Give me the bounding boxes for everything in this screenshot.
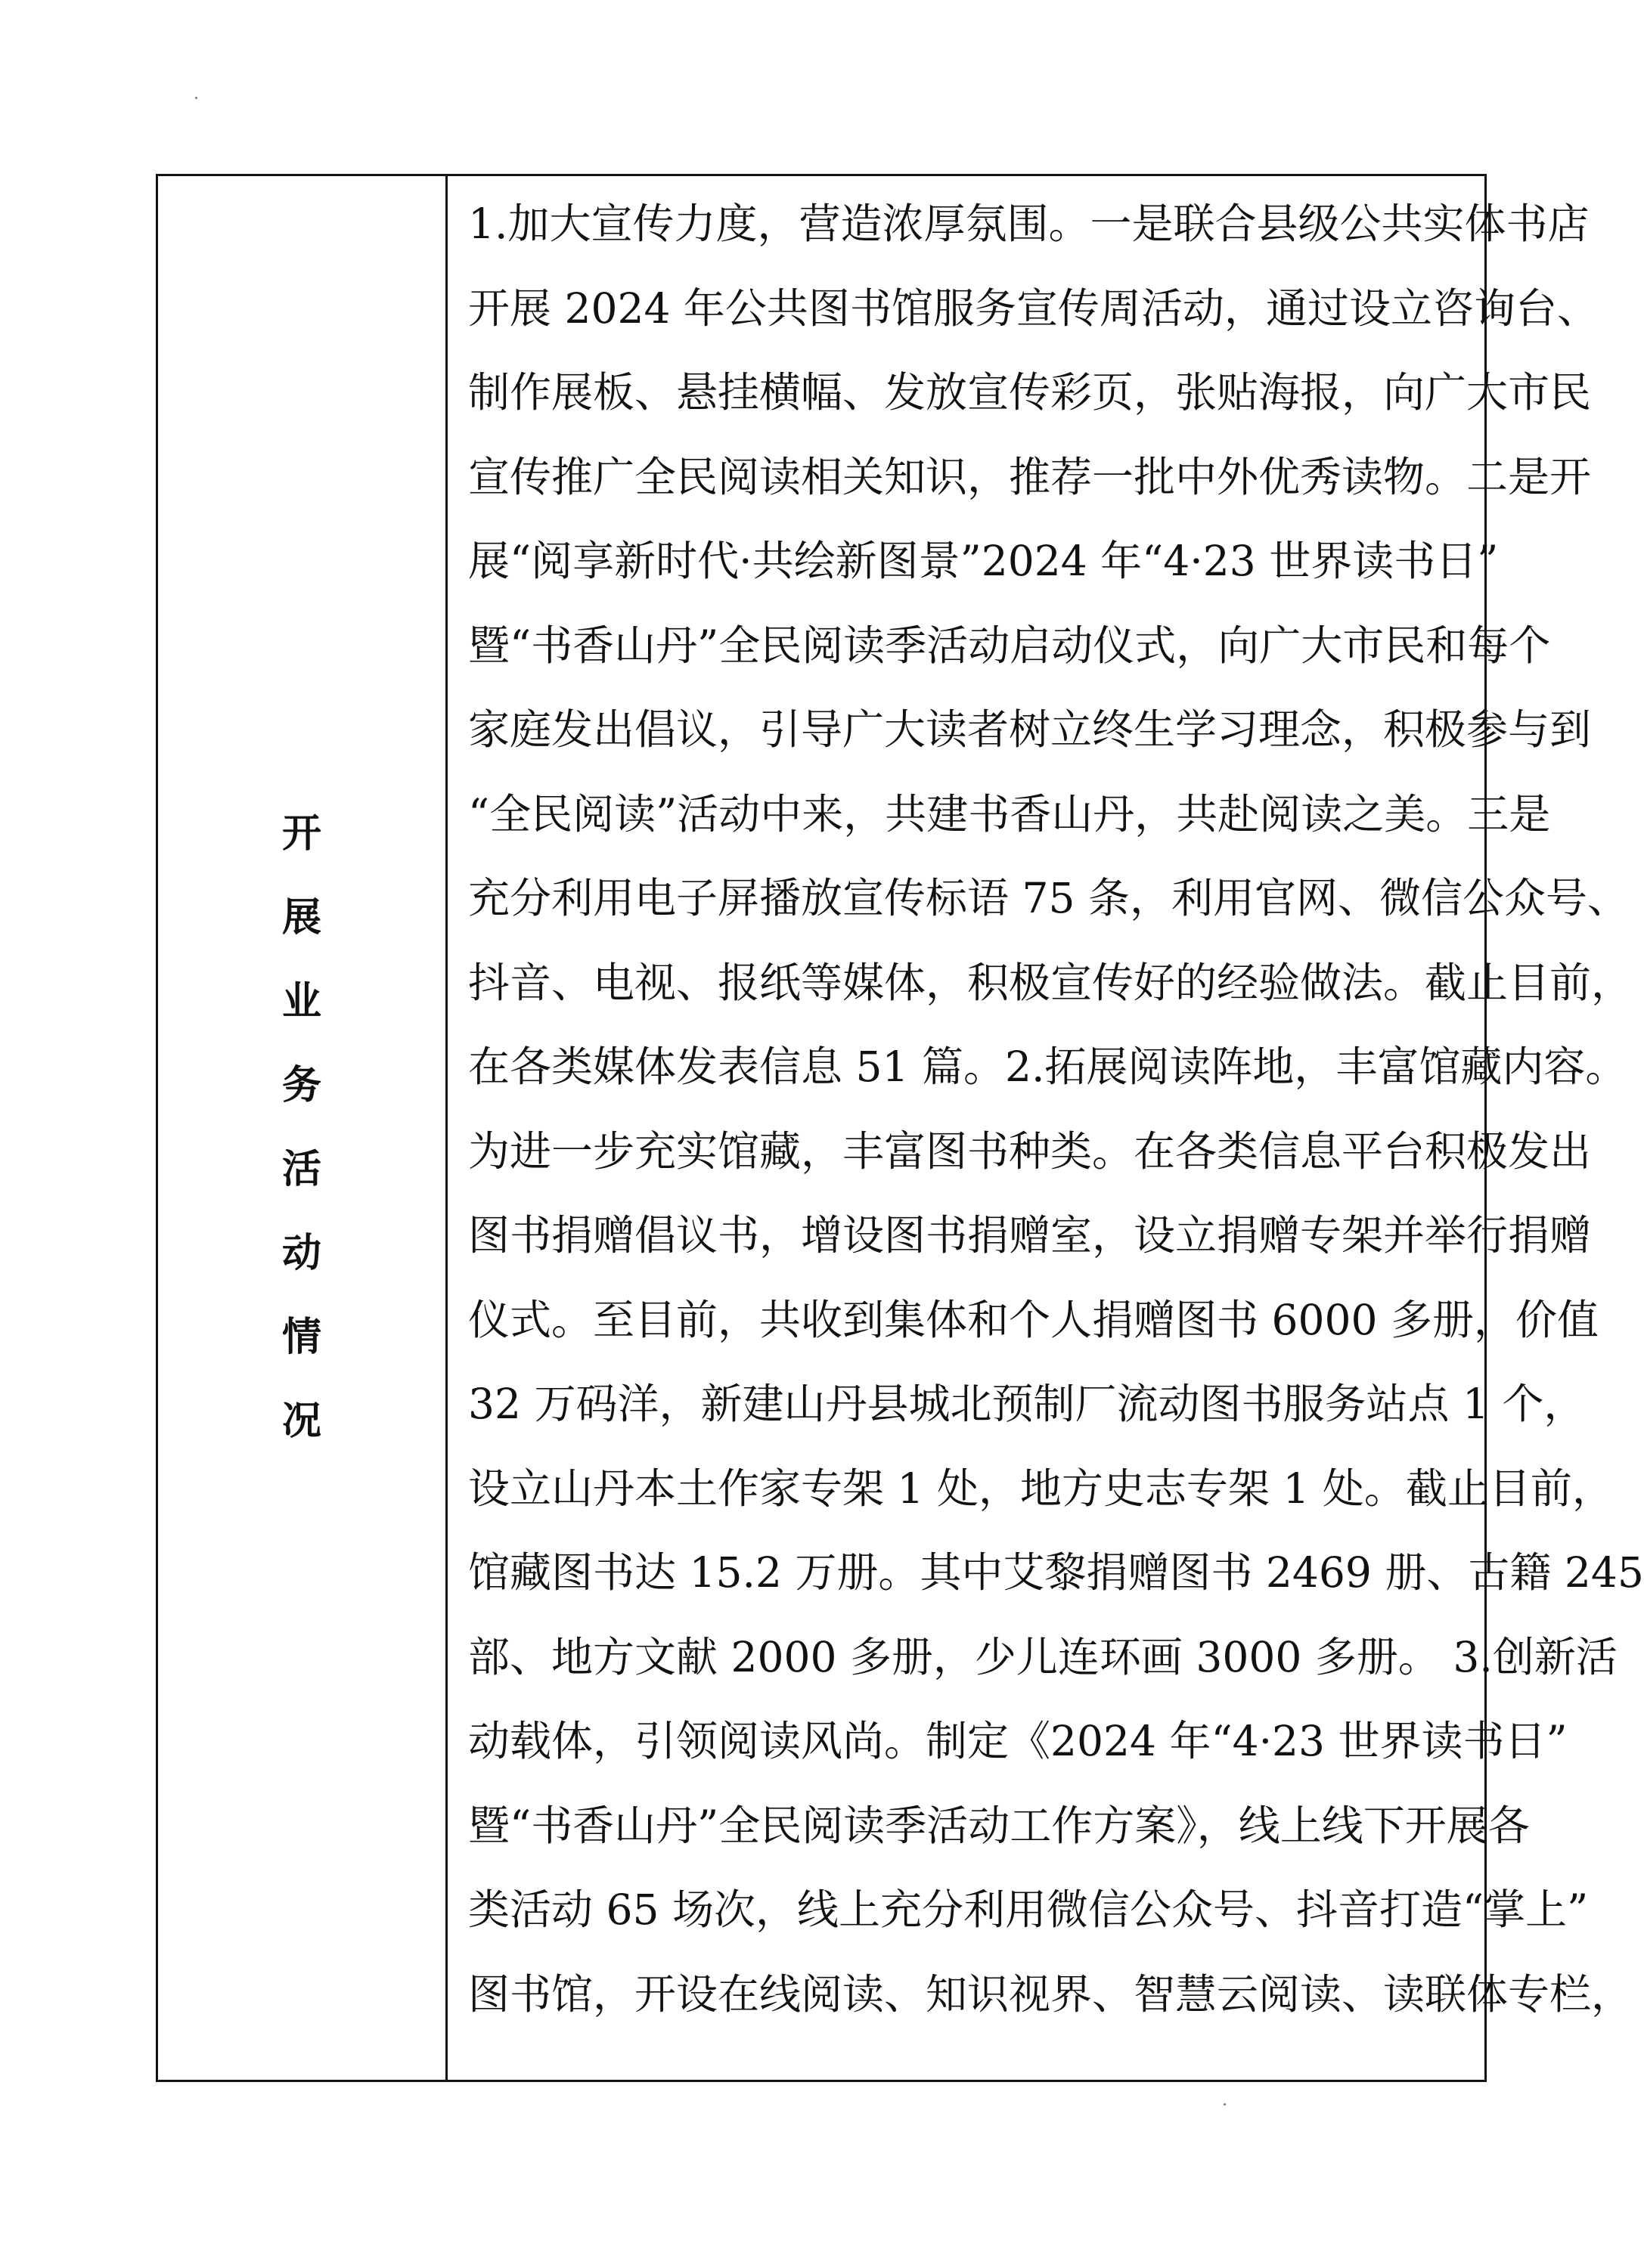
content-line: 32 万码洋，新建山丹县城北预制厂流动图书服务站点 1 个， bbox=[468, 1380, 1586, 1428]
label-char: 业 bbox=[281, 979, 321, 1024]
scan-speck bbox=[1224, 2103, 1226, 2105]
label-char: 情 bbox=[281, 1315, 321, 1360]
label-char: 开 bbox=[281, 811, 321, 857]
content-line: 图书馆，开设在线阅读、知识视界、智慧云阅读、读联体专栏， bbox=[468, 1969, 1633, 2019]
content-line: 为进一步充实馆藏，丰富图书种类。在各类信息平台积极发出 bbox=[468, 1126, 1592, 1176]
row-label bbox=[158, 792, 445, 1464]
label-char: 况 bbox=[281, 1399, 321, 1444]
content-line: 制作展板、悬挂横幅、发放宣传彩页，张贴海报，向广大市民 bbox=[468, 368, 1592, 417]
form-table bbox=[156, 174, 1644, 2082]
content-line: 在各类媒体发表信息 51 篇。2.拓展阅读阵地，丰富馆藏内容。 bbox=[468, 1043, 1627, 1091]
label-char: 展 bbox=[281, 895, 321, 940]
column-divider bbox=[445, 176, 448, 2080]
content-line: 动载体，引领阅读风尚。制定《2024 年“4·23 世界读书日” bbox=[468, 1717, 1568, 1765]
content-line: 馆藏图书达 15.2 万册。其中艾黎捐赠图书 2469 册、古籍 245 bbox=[468, 1548, 1644, 1597]
label-char: 活 bbox=[281, 1147, 321, 1192]
content-cell bbox=[468, 182, 1644, 2037]
label-char: 务 bbox=[281, 1063, 321, 1108]
content-line: 暨“书香山丹”全民阅读季活动工作方案》，线上线下开展各 bbox=[468, 1801, 1530, 1850]
content-line: 仪式。至目前，共收到集体和个人捐赠图书 6000 多册，价值 bbox=[468, 1295, 1599, 1344]
content-line: 部、地方文献 2000 多册，少儿连环画 3000 多册。 3.创新活 bbox=[468, 1632, 1618, 1681]
content-line: 宣传推广全民阅读相关知识，推荐一批中外优秀读物。二是开 bbox=[468, 452, 1592, 501]
content-line: 充分利用电子屏播放宣传标语 75 条，利用官网、微信公众号、 bbox=[468, 874, 1629, 922]
content-line: 图书捐赠倡议书，增设图书捐赠室，设立捐赠专架并举行捐赠 bbox=[468, 1211, 1592, 1259]
content-line: 开展 2024 年公共图书馆服务宣传周活动，通过设立咨询台、 bbox=[468, 284, 1599, 333]
content-line: 类活动 65 场次，线上充分利用微信公众号、抖音打造“掌上” bbox=[468, 1885, 1589, 1934]
content-line: 1.加大宣传力度，营造浓厚氛围。一是联合县级公共实体书店 bbox=[468, 200, 1590, 248]
content-line: 展“阅享新时代·共绘新图景”2024 年“4·23 世界读书日” bbox=[468, 537, 1499, 585]
content-line: 暨“书香山丹”全民阅读季活动启动仪式，向广大市民和每个 bbox=[468, 621, 1551, 670]
content-line: 设立山丹本土作家专架 1 处，地方史志专架 1 处。截止目前， bbox=[468, 1464, 1614, 1513]
label-column bbox=[158, 176, 445, 2080]
scan-speck bbox=[195, 97, 197, 99]
content-line: 抖音、电视、报纸等媒体，积极宣传好的经验做法。截止目前， bbox=[468, 958, 1633, 1007]
content-line: “全民阅读”活动中来，共建书香山丹，共赴阅读之美。三是 bbox=[468, 789, 1551, 838]
content-line: 家庭发出倡议，引导广大读者树立终生学习理念，积极参与到 bbox=[468, 705, 1592, 754]
label-char: 动 bbox=[281, 1231, 321, 1276]
